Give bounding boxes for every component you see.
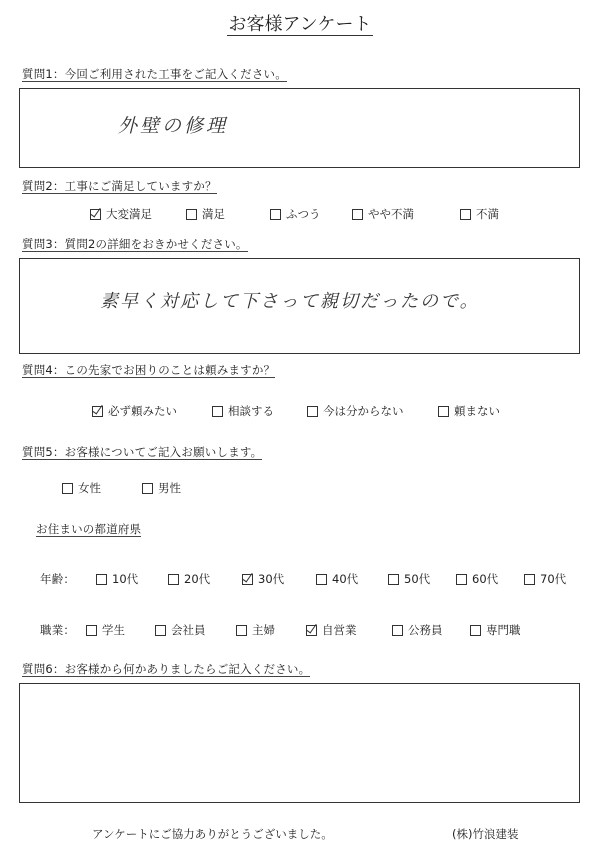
age-60s[interactable]: 60代 xyxy=(456,571,498,587)
checkbox[interactable] xyxy=(155,625,166,636)
q2-option-dissatisfied[interactable]: 不満 xyxy=(460,206,499,222)
q2-option-satisfied[interactable]: 満足 xyxy=(186,206,225,222)
checkbox[interactable] xyxy=(270,209,281,220)
checkbox[interactable] xyxy=(352,209,363,220)
question-6-label: 質問6：お客様から何かありましたらご記入ください。 xyxy=(22,662,311,676)
job-label: 職業： xyxy=(40,623,76,637)
age-40s[interactable]: 40代 xyxy=(316,571,358,587)
question-1-label: 質問1：今回ご利用された工事をご記入ください。 xyxy=(22,67,287,81)
q4-option-not-sure[interactable]: 今は分からない xyxy=(307,403,404,419)
q4-option-will-not[interactable]: 頼まない xyxy=(438,403,500,419)
checkbox[interactable] xyxy=(142,483,153,494)
q2-option-neutral[interactable]: ふつう xyxy=(270,206,321,222)
checkbox[interactable] xyxy=(307,406,318,417)
checkbox[interactable] xyxy=(90,209,101,220)
job-specialist[interactable]: 専門職 xyxy=(470,622,521,638)
age-20s[interactable]: 20代 xyxy=(168,571,210,587)
checkbox[interactable] xyxy=(62,483,73,494)
job-self-employed[interactable]: 自営業 xyxy=(306,622,357,638)
checkbox[interactable] xyxy=(438,406,449,417)
age-10s[interactable]: 10代 xyxy=(96,571,138,587)
question-3-answer: 素早く対応して下さって親切だったので。 xyxy=(100,291,480,312)
checkbox[interactable] xyxy=(236,625,247,636)
prefecture-label: お住まいの都道府県 xyxy=(36,522,142,536)
gender-male[interactable]: 男性 xyxy=(142,480,181,496)
q2-option-very-satisfied[interactable]: 大変満足 xyxy=(90,206,152,222)
question-3-answer-box[interactable] xyxy=(19,258,580,354)
age-label: 年齢： xyxy=(40,572,76,586)
checkbox[interactable] xyxy=(470,625,481,636)
question-3-label: 質問3：質問2の詳細をおきかせください。 xyxy=(22,237,248,251)
checkbox[interactable] xyxy=(92,406,103,417)
checkbox[interactable] xyxy=(306,625,317,636)
checkbox[interactable] xyxy=(388,574,399,585)
q4-option-consult[interactable]: 相談する xyxy=(212,403,274,419)
survey-title: お客様アンケート xyxy=(228,14,372,35)
checkbox[interactable] xyxy=(316,574,327,585)
checkbox[interactable] xyxy=(242,574,253,585)
checkbox[interactable] xyxy=(96,574,107,585)
question-6-answer-box[interactable] xyxy=(19,683,580,803)
question-4-label: 質問4：この先家でお困りのことは頼みますか？ xyxy=(22,363,276,377)
checkbox[interactable] xyxy=(86,625,97,636)
job-civil-servant[interactable]: 公務員 xyxy=(392,622,443,638)
footer-company: (株)竹浪建装 xyxy=(452,827,519,841)
q2-option-slightly-dissatisfied[interactable]: やや不満 xyxy=(352,206,414,222)
q4-option-definitely[interactable]: 必ず頼みたい xyxy=(92,403,177,419)
checkbox[interactable] xyxy=(392,625,403,636)
checkbox[interactable] xyxy=(524,574,535,585)
checkbox[interactable] xyxy=(168,574,179,585)
age-30s[interactable]: 30代 xyxy=(242,571,284,587)
question-2-label: 質問2：工事にご満足していますか？ xyxy=(22,179,217,193)
checkbox[interactable] xyxy=(212,406,223,417)
job-student[interactable]: 学生 xyxy=(86,622,125,638)
question-1-answer-box[interactable] xyxy=(19,88,580,168)
question-5-label: 質問5：お客様についてご記入お願いします。 xyxy=(22,445,263,459)
gender-female[interactable]: 女性 xyxy=(62,480,101,496)
question-1-answer: 外壁の修理 xyxy=(118,115,229,137)
job-office-worker[interactable]: 会社員 xyxy=(155,622,206,638)
footer-thanks: アンケートにご協力ありがとうございました。 xyxy=(92,827,333,841)
age-50s[interactable]: 50代 xyxy=(388,571,430,587)
checkbox[interactable] xyxy=(456,574,467,585)
age-70s[interactable]: 70代 xyxy=(524,571,566,587)
checkbox[interactable] xyxy=(460,209,471,220)
checkbox[interactable] xyxy=(186,209,197,220)
job-homemaker[interactable]: 主婦 xyxy=(236,622,275,638)
